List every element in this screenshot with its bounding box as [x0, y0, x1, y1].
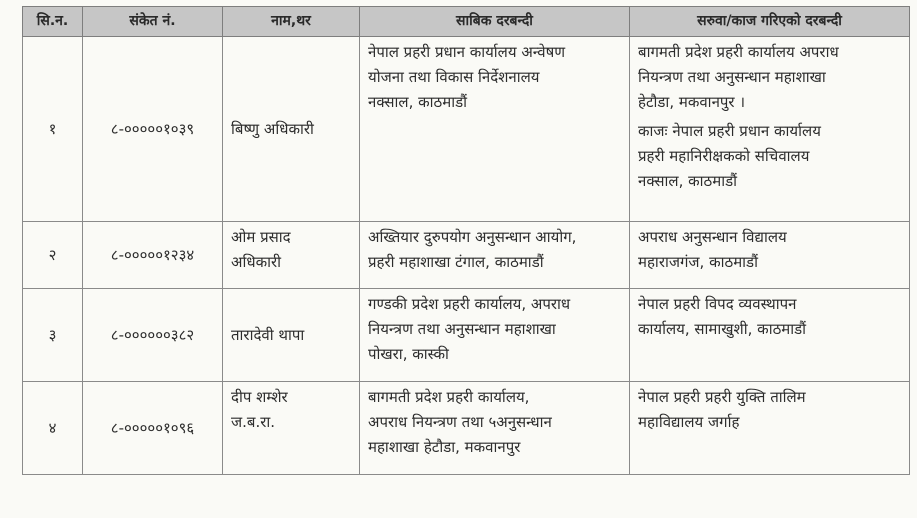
table-row: [23, 222, 910, 289]
symbol-number-cell: ८-०००००१०९६: [83, 382, 223, 475]
new-post-cell: [630, 382, 910, 475]
new-post-line: अपराध अनुसन्धान विद्यालय: [638, 228, 787, 246]
symbol-number-cell: ८-०००००१०३९: [83, 37, 223, 222]
new-post-line: महाविद्यालय जर्गाह: [638, 413, 740, 431]
name-line: बिष्णु अधिकारी: [231, 119, 314, 138]
new-post-line: कार्यालय, सामाखुशी, काठमाडौं: [638, 320, 807, 338]
header-name: नाम,थर: [223, 7, 360, 37]
new-post-line: नियन्त्रण तथा अनुसन्धान महाशाखा: [638, 68, 826, 86]
deputation-line: नक्साल, काठमाडौं: [638, 172, 738, 190]
name-line: ज.ब.रा.: [231, 413, 276, 431]
name-line: अधिकारी: [231, 253, 281, 271]
symbol-number-cell: ८-०००००१२३४: [83, 222, 223, 289]
name-cell: [223, 222, 360, 289]
previous-post-line: पोखरा, कास्की: [368, 345, 449, 363]
serial-number-cell: ४: [23, 382, 83, 475]
name-cell: [223, 382, 360, 475]
new-post-line: बागमती प्रदेश प्रहरी कार्यालय अपराध: [638, 43, 839, 61]
table-row: [23, 382, 910, 475]
previous-post-cell: [360, 289, 630, 382]
symbol-number-cell: ८-००००००३८२: [83, 289, 223, 382]
new-post-cell: [630, 37, 910, 222]
table-row: [23, 37, 910, 222]
previous-post-line: नियन्त्रण तथा अनुसन्धान महाशाखा: [368, 320, 556, 338]
new-post-line: महाराजगंज, काठमाडौं: [638, 253, 758, 271]
new-post-line: हेटौडा, मकवानपुर ।: [638, 93, 746, 111]
previous-post-line: महाशाखा हेटौडा, मकवानपुर: [368, 438, 521, 456]
header-previous-post: साबिक दरबन्दी: [360, 7, 630, 37]
table-header-row: [23, 7, 910, 37]
new-post-line: नेपाल प्रहरी विपद व्यवस्थापन: [638, 295, 797, 313]
previous-post-cell: [360, 382, 630, 475]
previous-post-line: बागमती प्रदेश प्रहरी कार्यालय,: [368, 388, 530, 406]
transfer-table: [22, 6, 910, 475]
deputation-line: प्रहरी महानिरीक्षकको सचिवालय: [638, 147, 810, 165]
serial-number-cell: २: [23, 222, 83, 289]
name-line: ओम प्रसाद: [231, 228, 291, 246]
previous-post-cell: [360, 222, 630, 289]
deputation-line: काजः नेपाल प्रहरी प्रधान कार्यालय: [638, 122, 821, 140]
header-serial-number: सि.न.: [23, 7, 83, 37]
name-line: तारादेवी थापा: [231, 325, 305, 344]
header-new-post: सरुवा/काज गरिएको दरबन्दी: [630, 7, 910, 37]
name-line: दीप शम्शेर: [231, 388, 288, 406]
previous-post-line: गण्डकी प्रदेश प्रहरी कार्यालय, अपराध: [368, 295, 571, 313]
previous-post-line: अपराध नियन्त्रण तथा ५अनुसन्धान: [368, 413, 552, 431]
previous-post-line: नेपाल प्रहरी प्रधान कार्यालय अन्वेषण: [368, 43, 566, 61]
previous-post-line: प्रहरी महाशाखा टंगाल, काठमाडौं: [368, 253, 544, 271]
new-post-cell: [630, 222, 910, 289]
new-post-cell: [630, 289, 910, 382]
previous-post-line: योजना तथा विकास निर्देशनालय: [368, 68, 540, 86]
name-cell: [223, 37, 360, 222]
serial-number-cell: ३: [23, 289, 83, 382]
previous-post-line: नक्साल, काठमाडौं: [368, 93, 468, 111]
serial-number-cell: १: [23, 37, 83, 222]
header-symbol-number: संकेत नं.: [83, 7, 223, 37]
name-cell: [223, 289, 360, 382]
table-row: [23, 289, 910, 382]
new-post-line: नेपाल प्रहरी प्रहरी युक्ति तालिम: [638, 388, 806, 406]
previous-post-cell: [360, 37, 630, 222]
previous-post-line: अख्तियार दुरुपयोग अनुसन्धान आयोग,: [368, 228, 577, 246]
